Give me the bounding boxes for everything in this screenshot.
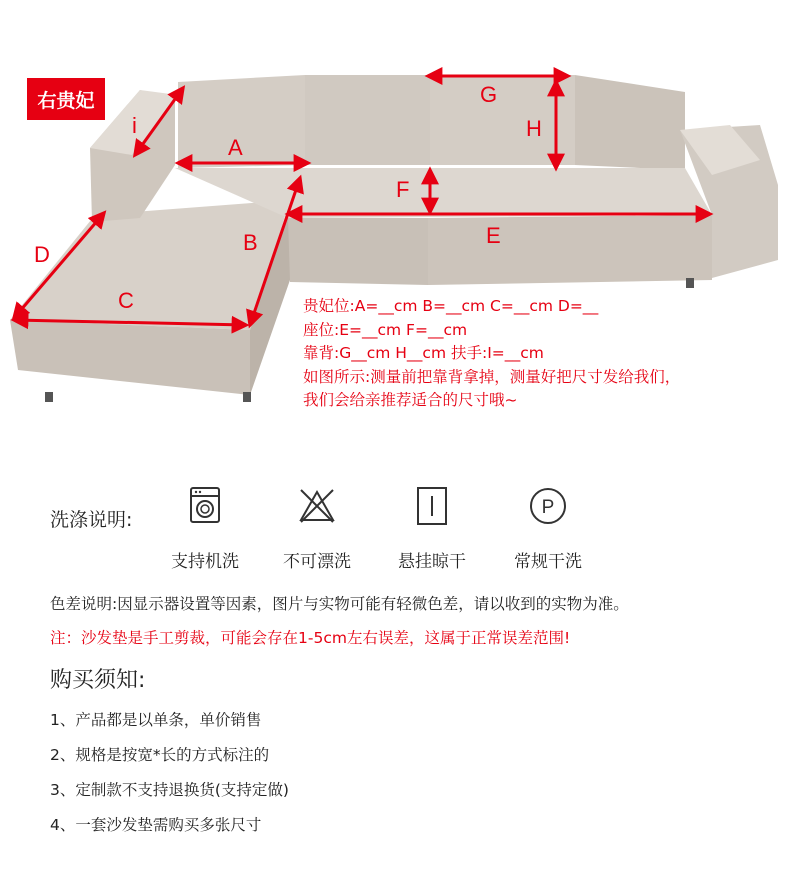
hang-dry-icon	[410, 484, 454, 528]
no-bleach-icon	[295, 484, 339, 528]
dim-label-g: G	[480, 82, 498, 107]
measure-line: 靠背:G__cm H__cm 扶手:I=__cm	[303, 344, 544, 362]
color-difference-note: 色差说明:因显示器设置等因素，图片与实物可能有轻微色差，请以收到的实物为准。	[50, 595, 629, 613]
dim-label-a: A	[228, 135, 243, 160]
dim-label-b: B	[243, 230, 258, 255]
washing-label: 悬挂晾干	[398, 552, 466, 572]
chaise-front	[10, 320, 250, 395]
dim-label-e: E	[486, 223, 501, 248]
washing-item	[377, 484, 487, 572]
measure-line: 我们会给亲推荐适合的尺寸哦~	[303, 391, 518, 409]
washing-label: 不可漂洗	[283, 552, 351, 572]
washing-label: 支持机洗	[171, 552, 239, 572]
purchase-title: 购买须知:	[50, 668, 146, 693]
sofa-leg	[686, 278, 694, 288]
seat-front	[288, 218, 428, 285]
washing-label: 常规干洗	[514, 552, 582, 572]
washing-item	[262, 484, 372, 572]
measure-line: 贵妃位:A=__cm B=__cm C=__cm D=__	[303, 297, 599, 315]
washing-item	[493, 484, 603, 572]
dim-label-h: H	[526, 116, 542, 141]
purchase-item: 3、定制款不支持退换货(支持定做)	[50, 781, 289, 799]
style-badge: 右贵妃	[27, 78, 105, 120]
svg-text:P: P	[541, 497, 555, 518]
dim-label-i: i	[132, 113, 137, 138]
sofa-leg	[243, 392, 251, 402]
washing-title: 洗涤说明:	[50, 509, 133, 531]
measure-line: 座位:E=__cm F=__cm	[303, 320, 468, 339]
back-cushion	[430, 75, 575, 165]
dim-label-c: C	[118, 288, 134, 313]
purchase-item: 4、一套沙发垫需购买多张尺寸	[50, 816, 262, 834]
measurement-instructions	[303, 295, 680, 413]
back-cushion	[575, 75, 685, 170]
dim-label-f: F	[396, 177, 410, 202]
washing-machine-icon	[183, 484, 227, 528]
purchase-item: 1、产品都是以单条，单价销售	[50, 711, 262, 729]
seat-front	[428, 215, 712, 285]
chaise-seat	[10, 200, 290, 330]
sofa-leg	[45, 392, 53, 402]
back-cushion	[305, 75, 430, 165]
dim-label-d: D	[34, 242, 50, 267]
dry-clean-p-icon	[526, 484, 570, 528]
washing-item	[150, 484, 260, 572]
measure-line: 如图所示:测量前把靠背拿掉，测量好把尺寸发给我们，	[303, 367, 681, 386]
purchase-item: 2、规格是按宽*长的方式标注的	[50, 746, 270, 764]
cutting-tolerance-note: 注：沙发垫是手工剪裁，可能会存在1-5cm左右误差，这属于正常误差范围!	[50, 629, 571, 647]
